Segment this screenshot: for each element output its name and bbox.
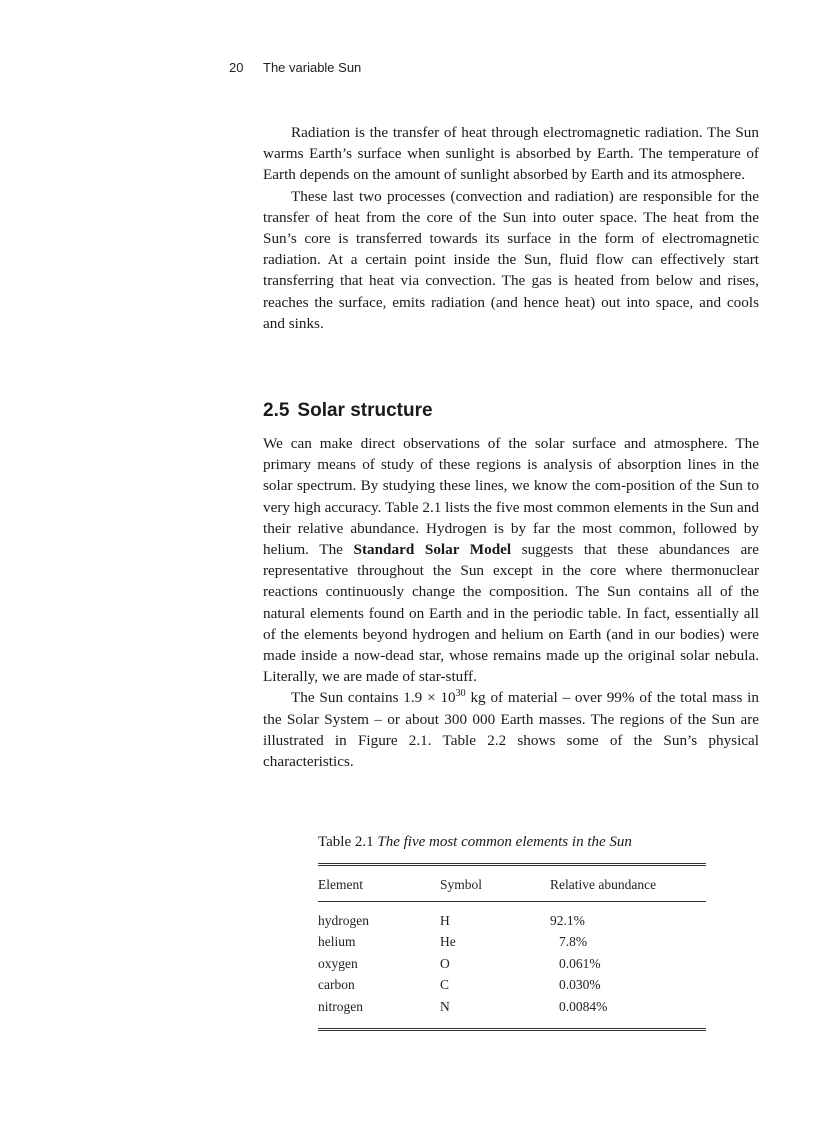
cell-symbol: H: [440, 912, 450, 928]
section-number: 2.5: [263, 400, 290, 421]
table-label: Table 2.1: [318, 834, 374, 850]
cell-element: carbon: [318, 977, 355, 993]
cell-element: hydrogen: [318, 912, 369, 928]
abundance-value: 0.061%: [559, 955, 601, 971]
abundance-value: 0.0084%: [559, 998, 608, 1014]
table-row: [318, 953, 706, 975]
cell-abundance: [550, 902, 706, 932]
para4-text-before: The Sun contains 1.9 × 10: [291, 689, 456, 707]
abundance-value: 7.8%: [559, 934, 588, 950]
cell-symbol: C: [440, 977, 450, 993]
abundance-value: 0.030%: [559, 977, 601, 993]
section-title: Solar structure: [297, 400, 433, 421]
table-header-row: [318, 865, 706, 902]
cell-abundance: [550, 932, 706, 954]
mass-exponent: 30: [455, 688, 466, 700]
column-header-abundance: Relative abundance: [550, 865, 706, 902]
table-caption: [318, 834, 632, 851]
page-number: 20: [229, 60, 244, 75]
cell-symbol: He: [440, 934, 456, 950]
cell-element: oxygen: [318, 955, 358, 971]
cell-symbol: O: [440, 955, 450, 971]
cell-abundance: [550, 975, 706, 997]
text-block-solar-structure: [263, 433, 759, 772]
table-row: [318, 902, 706, 932]
table-row: [318, 975, 706, 997]
cell-abundance: [550, 996, 706, 1029]
text-block-top: [263, 122, 759, 334]
cell-symbol: N: [440, 998, 450, 1014]
table-row: [318, 996, 706, 1029]
cell-abundance: [550, 953, 706, 975]
table-row: [318, 932, 706, 954]
paragraph-mass: [263, 687, 759, 772]
paragraph-observations: [263, 433, 759, 687]
cell-element: helium: [318, 934, 356, 950]
table-caption-text: The five most common elements in the Sun: [377, 834, 632, 850]
section-heading: [263, 400, 433, 422]
para3-text-before: We can make direct observations of the solar surface and atmosphere. The primary means of study of these regions is analysis of absorption lines in the solar spectrum. By studying these lines, we know the com-position of the Sun to very high accuracy. Table 2.1 lists the five most common elements in the Sun and their relative abundance. Hydrogen is by far the most common, followed by helium. The: [263, 435, 759, 559]
running-title: The variable Sun: [263, 60, 362, 75]
standard-solar-model-term: Standard Solar Model: [353, 541, 512, 559]
paragraph-processes: These last two processes (convection and radiation) are responsible for the transfer of heat from the core of the Sun into outer space. The heat from the Sun’s core is transferred towards its surface in the form of electromagnetic radiation. At a certain point inside the Sun, fluid flow can effectively start transferring that heat via convection. The gas is heated from below and rises, reaches the surface, emits radiation (and hence heat) out into space, and cools and sinks.: [263, 187, 759, 332]
column-header-symbol: Symbol: [440, 865, 550, 902]
para3-text-after: suggests that these abundances are representative throughout the Sun except in the core where thermonuclear reactions continuously change the composition. The Sun contains all of the natural elements found on Earth and in the periodic table. In fact, essentially all of the elements beyond hydrogen and helium on Earth (and in our bodies) were made inside a now-dead star, whose remains made up the original solar nebula. Literally, we are made of star-stuff.: [263, 541, 759, 686]
paragraph-radiation: Radiation is the transfer of heat through electromagnetic radiation. The Sun warms Earth’s surface when sunlight is absorbed by Earth. The temperature of Earth depends on the amount of sunlight absorbed by Earth and its atmosphere.: [263, 124, 759, 184]
elements-table: [318, 863, 706, 1031]
para4-text-after: kg of material – over 99% of the total mass in the Solar System – or about 300 000 Earth masses. The regions of the Sun are illustrated in Figure 2.1. Table 2.2 shows some of the Sun’s physical characteristics.: [263, 689, 759, 771]
running-header: [229, 60, 361, 75]
cell-element: nitrogen: [318, 998, 363, 1014]
column-header-element: Element: [318, 865, 440, 902]
abundance-value: 92.1%: [550, 912, 585, 928]
